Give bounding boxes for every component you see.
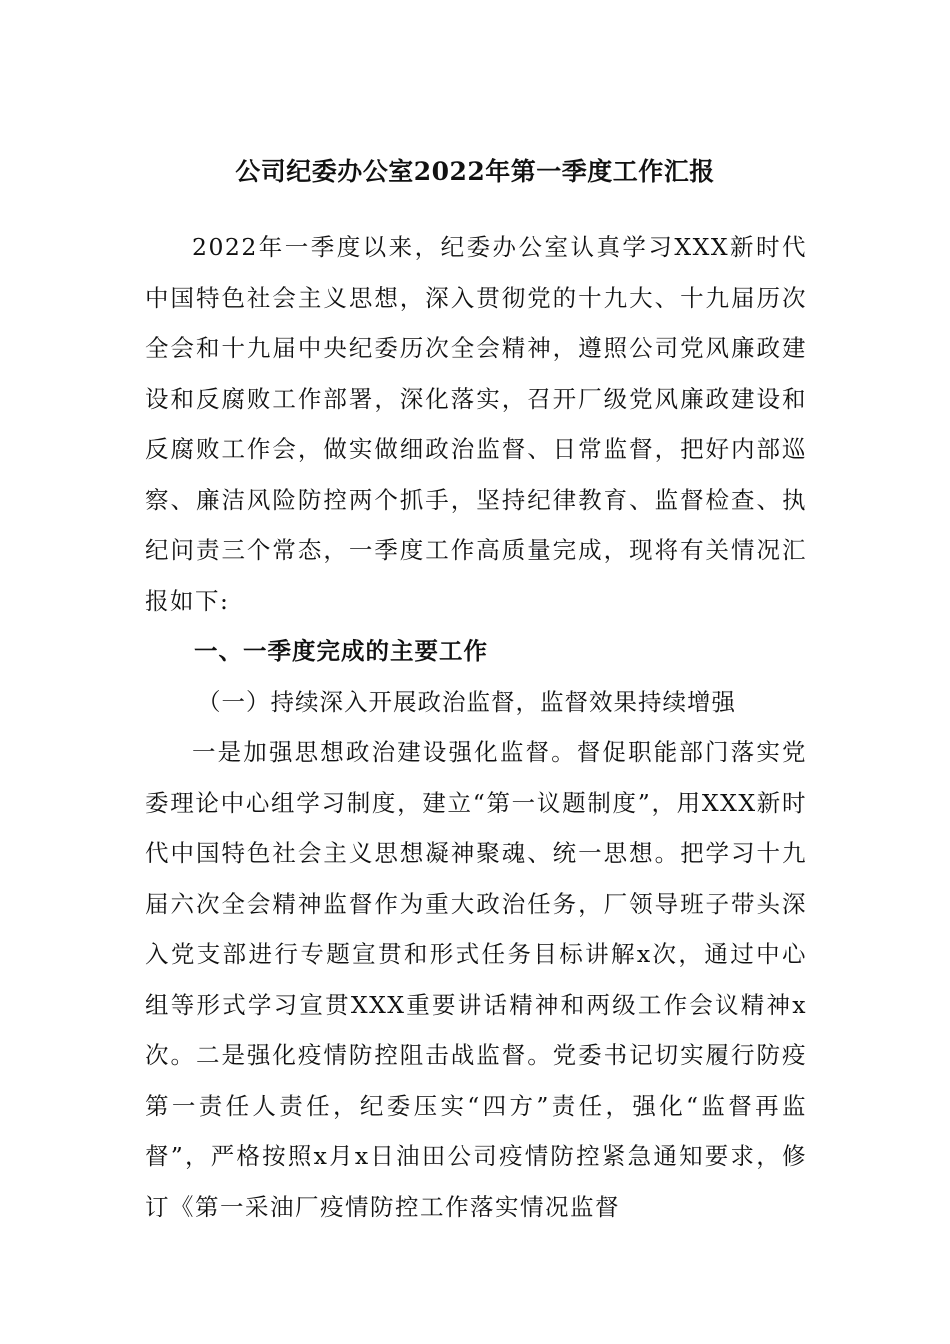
intro-paragraph: 2022年一季度以来，纪委办公室认真学习XXX新时代中国特色社会主义思想，深入贯彻党的十九大、十九届历次全会和十九届中央纪委历次全会精神，遵照公司党风廉政建设和反腐败工作部署，深化落实，召开厂级党风廉政建设和反腐败工作会，做实做细政治监督、日常监督，把好内部巡察、廉洁风险防控两个抓手，坚持纪律教育、监督检查、执纪问责三个常态，一季度工作高质量完成，现将有关情况汇报如下: — [145, 233, 807, 615]
document-body — [145, 222, 807, 1232]
section-heading: 一、一季度完成的主要工作 — [194, 637, 488, 665]
subsection-heading: （一）持续深入开展政治监督，监督效果持续增强 — [197, 687, 736, 716]
document-title: 公司纪委办公室2022年第一季度工作汇报 — [235, 157, 715, 186]
body-paragraph: 一是加强思想政治建设强化监督。督促职能部门落实党委理论中心组学习制度，建立“第一议题制度”，用XXX新时代中国特色社会主义思想凝神聚魂、统一思想。把学习十九届六次全会精神监督作为重大政治任务，厂领导班子带头深入党支部进行专题宣贯和形式任务目标讲解x次，通过中心组等形式学习宣贯XXX重要讲话精神和两级工作会议精神x次。二是强化疫情防控阻击战监督。党委书记切实履行防疫第一责任人责任，纪委压实“四方”责任，强化“监督再监督”，严格按照x月x日油田公司疫情防控紧急通知要求，修订《第一采油厂疫情防控工作落实情况监督 — [145, 738, 807, 1221]
